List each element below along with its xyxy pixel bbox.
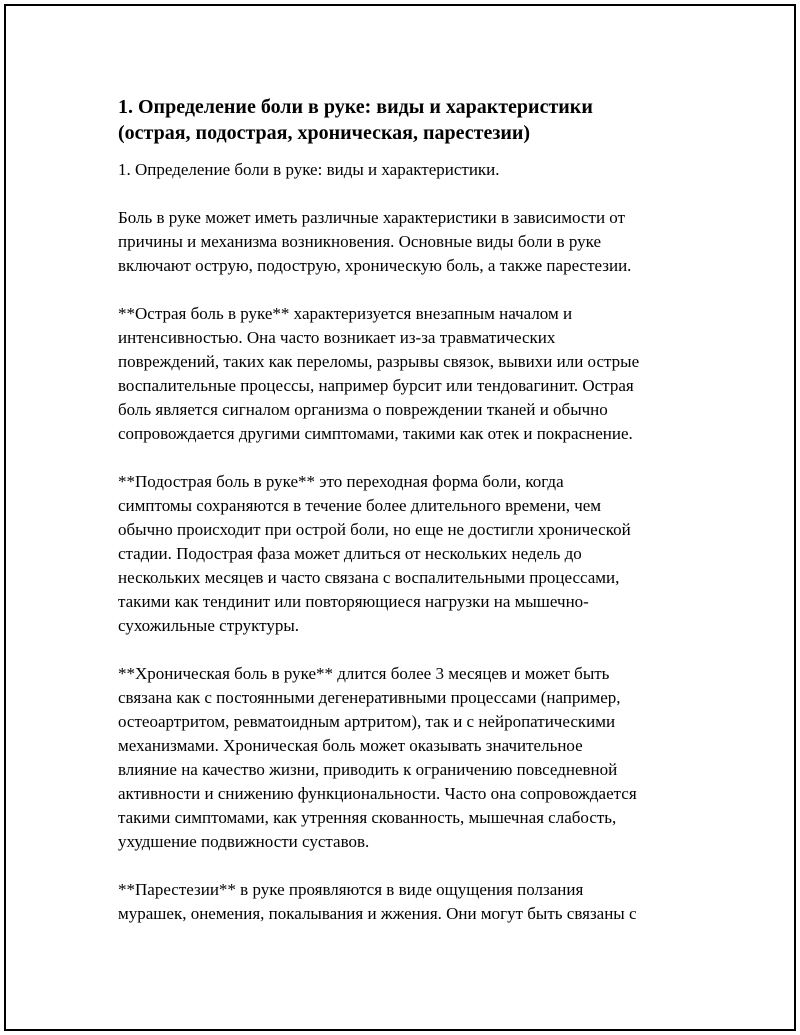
- paragraph-overview: Боль в руке может иметь различные характеристики в зависимости от причины и механизма возникновения. Основные виды боли в руке включают острую, подострую, хроническую боль, а также парестезии.: [118, 208, 632, 275]
- paragraph-subacute-pain: **Подострая боль в руке** это переходная форма боли, когда симптомы сохраняются в течение более длительного времени, чем обычно происходит при острой боли, но еще не достигли хронической стадии. Подострая фаза может длиться от нескольких недель до нескольких месяцев и часто связана с воспалительными процессами, такими как тендинит или повторяющиеся нагрузки на мышечно- сухожильные структуры.: [118, 472, 631, 635]
- paragraph-chronic-pain: **Хроническая боль в руке** длится более 3 месяцев и может быть связана как с постоянными дегенеративными процессами (например, остеоартритом, ревматоидным артритом), так и с нейропатическими механизмами. Хроническая боль может оказывать значительное влияние на качество жизни, приводить к ограничению повседневной активности и снижению функциональности. Часто она сопровождается такими симптомами, как утренняя скованность, мышечная слабость, ухудшение подвижности суставов.: [118, 664, 637, 851]
- section-heading: 1. Определение боли в руке: виды и характеристики (острая, подострая, хроническая, парестезии): [118, 96, 593, 144]
- document-body: [118, 94, 688, 950]
- paragraph-paresthesia: **Парестезии** в руке проявляются в виде ощущения ползания мурашек, онемения, покалывания и жжения. Они могут быть связаны с: [118, 880, 637, 923]
- paragraph-acute-pain: **Острая боль в руке** характеризуется внезапным началом и интенсивностью. Она часто возникает из-за травматических повреждений, таких как переломы, разрывы связок, вывихи или острые воспалительные процессы, например бурсит или тендовагинит. Острая боль является сигналом организма о повреждении тканей и обычно сопровождается другими симптомами, такими как отек и покраснение.: [118, 304, 640, 443]
- intro-line: 1. Определение боли в руке: виды и характеристики.: [118, 160, 500, 179]
